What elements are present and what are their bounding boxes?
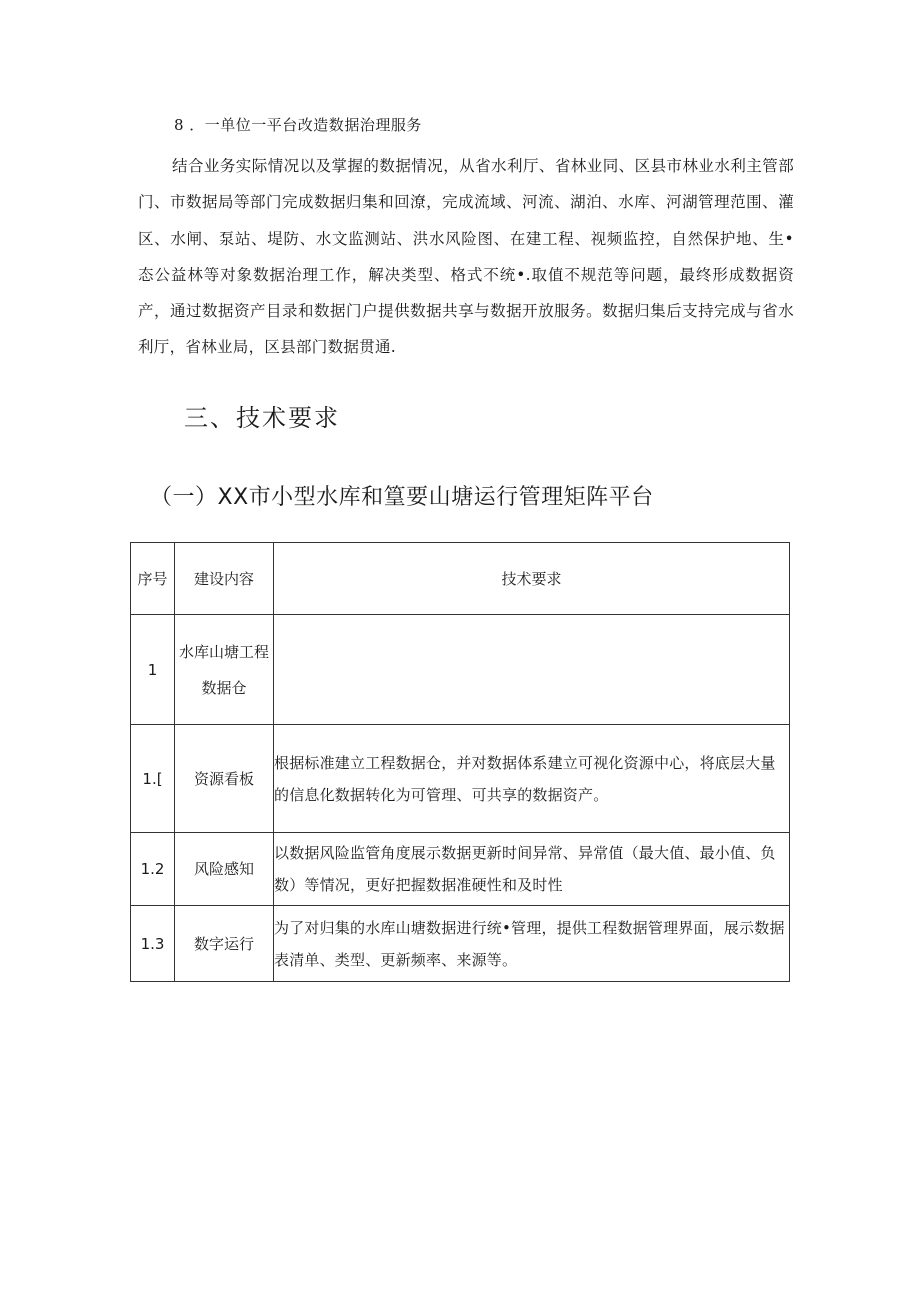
- table-row: [131, 615, 790, 725]
- row-no: 1.3: [131, 906, 175, 982]
- row-content: 风险感知: [175, 833, 274, 906]
- sub-section-title: （一）XX市小型水库和篁要山塘运行管理矩阵平台: [150, 485, 654, 510]
- row-no: 1.[: [131, 725, 175, 833]
- table-row: [131, 725, 790, 833]
- table-row: [131, 906, 790, 982]
- row-requirement: [274, 615, 790, 725]
- row-content: 水库山塘工程数据仓: [175, 615, 274, 725]
- requirements-table: [130, 542, 790, 982]
- row-no: 1.2: [131, 833, 175, 906]
- row-requirement: 根据标准建立工程数据仓，并对数据体系建立可视化资源中心，将底层大量的信息化数据转化为可管理、可共享的数据资产。: [274, 725, 790, 833]
- header-requirement: 技术要求: [274, 543, 790, 615]
- table-row: [131, 833, 790, 906]
- section-title: 三、技术要求: [184, 404, 340, 432]
- row-content: 资源看板: [175, 725, 274, 833]
- row-requirement: 为了对归集的水库山塘数据进行统•管理，提供工程数据管理界面，展示数据表清单、类型、更新频率、来源等。: [274, 906, 790, 982]
- table-header-row: [131, 543, 790, 615]
- header-no: 序号: [131, 543, 175, 615]
- row-no: 1: [131, 615, 175, 725]
- subheading: 8 ．一单位一平台改造数据治理服务: [174, 116, 422, 134]
- row-requirement: 以数据风险监管角度展示数据更新时间异常、异常值（最大值、最小值、负数）等情况，更好把握数据准硬性和及时性: [274, 833, 790, 906]
- row-content: 数字运行: [175, 906, 274, 982]
- header-content: 建设内容: [175, 543, 274, 615]
- body-paragraph: 结合业务实际情况以及掌握的数据情况，从省水利厅、省林业同、区县市林业水利主管部门、市数据局等部门完成数据归集和回潦，完成流域、河流、湖泊、水库、河湖管理范围、灌区、水闸、泵站、堤防、水文监测站、洪水风险图、在建工程、视频监控，自然保护地、生•态公益林等对象数据治理工作，解决类型、格式不统•.取值不规范等问题，最终形成数据资产，通过数据资产目录和数据门户提供数据共享与数据开放服务。数据归集后支持完成与省水利厅，省林业局，区县部门数据贯通.: [138, 157, 794, 357]
